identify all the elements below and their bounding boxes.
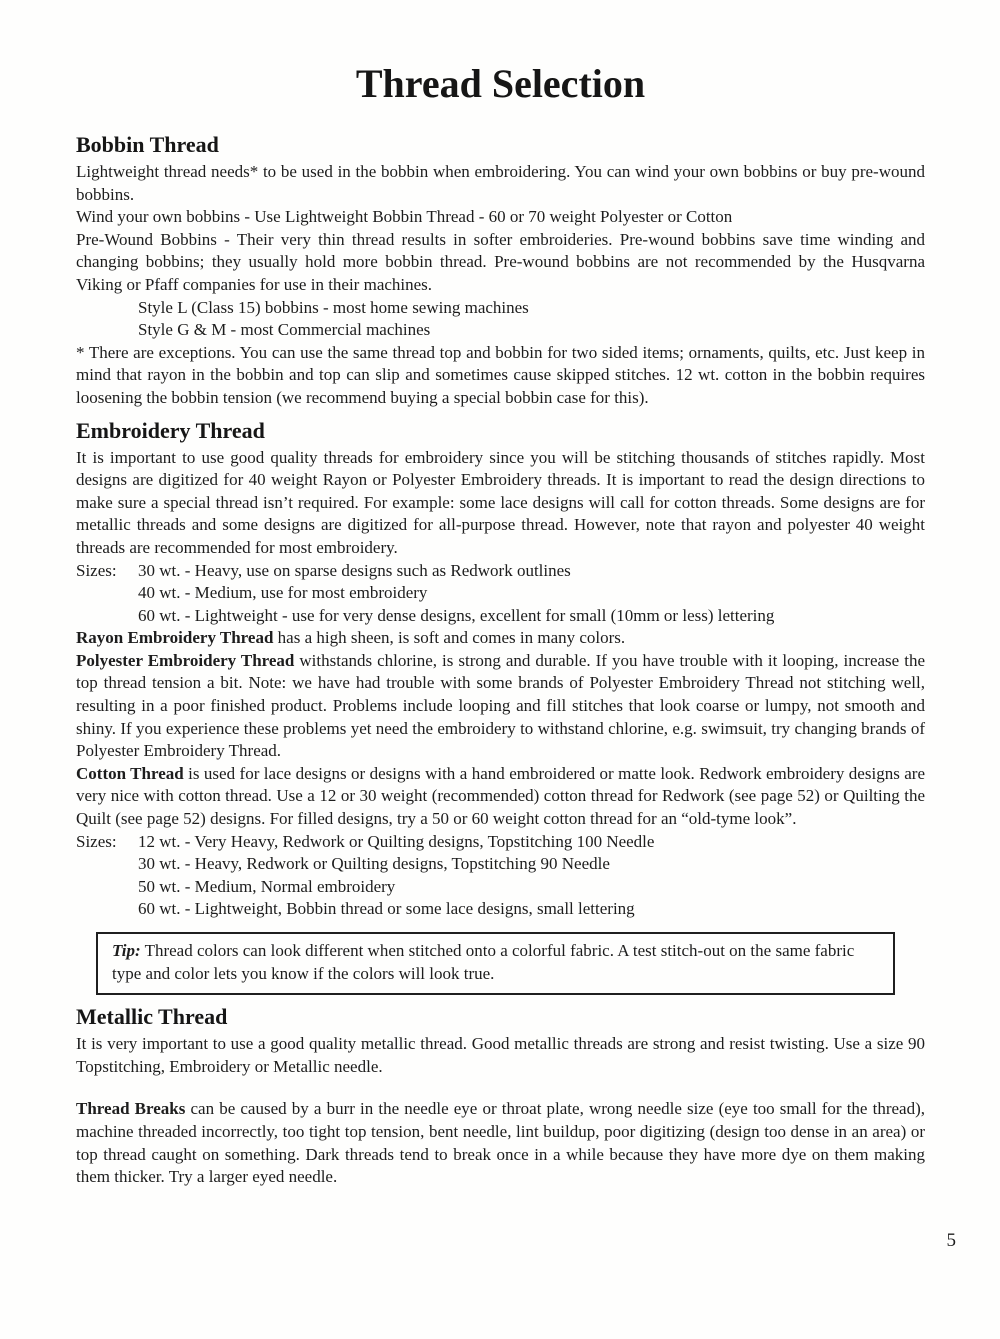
- tip-label: Tip:: [112, 941, 141, 960]
- sizes-items: [138, 831, 925, 921]
- thread-breaks-lead: Thread Breaks: [76, 1099, 186, 1119]
- bobbin-paragraph-lightweight: Lightweight thread needs* to be used in the bobbin when embroidering. You can wind your own bobbins or buy pre-wound bobbins.: [76, 162, 925, 204]
- section-heading-embroidery-thread: Embroidery Thread: [76, 417, 265, 443]
- bobbin-paragraph-prewound: Pre-Wound Bobbins - Their very thin thread results in softer embroideries. Pre-wound bobbins save time winding and changing bobbins; they usually hold more bobbin thread. Pre-wound bobbins are not recommended by the Husqvarna Viking or Pfaff companies for use in their machines.: [76, 229, 925, 294]
- bobbin-paragraph-wind-own: Wind your own bobbins - Use Lightweight Bobbin Thread - 60 or 70 weight Polyester or Cotton: [76, 207, 733, 227]
- embroidery-intro-paragraph: It is important to use good quality threads for embroidery since you will be stitching thousands of stitches rapidly. Most designs are digitized for 40 weight Rayon or Polyester Embroidery threads. It is important to read the design directions to make sure a special thread isn’t required. For example: some lace designs will call for cotton threads. Some designs are for metallic threads and some designs are digitized for all-purpose thread. However, note that rayon and polyester 40 weight threads are recommended for most embroidery.: [76, 447, 925, 557]
- tip-paragraph: [112, 940, 879, 985]
- cotton-thread-text: is used for lace designs or designs with a hand embroidered or matte look. Redwork embroidery designs are very nice with cotton thread. Use a 12 or 30 weight (recommended) cotton thread for Redwork (see page 52) or Quilting the Quilt (see page 52) designs. For filled designs, try a 50 or 60 weight cotton thread for an “old-tyme look”.: [76, 763, 925, 829]
- bobbin-style-l-line: Style L (Class 15) bobbins - most home sewing machines: [138, 297, 529, 317]
- size-item-60wt: 60 wt. - Lightweight, Bobbin thread or some lace designs, small lettering: [138, 899, 635, 919]
- rayon-thread-text: has a high sheen, is soft and comes in many colors.: [273, 628, 626, 648]
- metallic-paragraph: It is very important to use a good quality metallic thread. Good metallic threads are strong and resist twisting. Use a size 90 Topstitching, Embroidery or Metallic needle.: [76, 1034, 925, 1076]
- size-item-30wt: 30 wt. - Heavy, use on sparse designs such as Redwork outlines: [138, 560, 571, 580]
- bobbin-footnote-exceptions: * There are exceptions. You can use the same thread top and bobbin for two sided items; ornaments, quilts, etc. Just keep in mind that rayon in the bobbin and top can slip and sometimes cause skipped stitches. 12 wt. cotton in the bobbin requires loosening the bobbin tension (we recommend buying a special bobbin case for this).: [76, 342, 925, 407]
- section-heading-metallic-thread: Metallic Thread: [76, 1004, 228, 1030]
- thread-breaks-paragraph: [76, 1098, 925, 1188]
- rayon-thread-lead: Rayon Embroidery Thread: [76, 628, 274, 648]
- polyester-thread-text: withstands chlorine, is strong and durable. If you have trouble with it looping, increase the top thread tension a bit. Note: we have had trouble with some brands of Polyester Embroidery Thread not stitching well, resulting in a poor finished product. Problems include looping and fill stitches that look coarse or lumpy, not smooth and shiny. If you experience these problems yet need the embroidery to withstand chlorine, e.g. swimsuit, try changing brands of Polyester Embroidery Thread.: [76, 650, 925, 761]
- thread-breaks-text: can be caused by a burr in the needle eye or throat plate, wrong needle size (eye too small for the thread), machine threaded incorrectly, too tight top tension, bent needle, lint buildup, poor digitizing (design too dense in an area) or top thread caught on something. Dark threads tend to break once in a while because they have more dye on them making them thicker. Try a larger eyed needle.: [76, 1099, 925, 1187]
- page-title: Thread Selection: [355, 61, 646, 106]
- tip-box: [96, 932, 895, 995]
- size-item-30wt: 30 wt. - Heavy, Redwork or Quilting designs, Topstitching 90 Needle: [138, 854, 610, 874]
- size-item-50wt: 50 wt. - Medium, Normal embroidery: [138, 876, 396, 896]
- size-item-12wt: 12 wt. - Very Heavy, Redwork or Quilting designs, Topstitching 100 Needle: [138, 831, 655, 851]
- page-number: 5: [946, 1230, 956, 1251]
- section-heading-bobbin-thread: Bobbin Thread: [76, 132, 219, 157]
- sizes-items: [138, 560, 925, 628]
- bobbin-style-gm-line: Style G & M - most Commercial machines: [138, 320, 431, 340]
- polyester-thread-paragraph: [76, 650, 925, 763]
- sizes-label: Sizes:: [76, 831, 117, 851]
- sizes-label: Sizes:: [76, 560, 117, 580]
- cotton-thread-lead: Cotton Thread: [76, 763, 184, 783]
- size-item-60wt: 60 wt. - Lightweight - use for very dense designs, excellent for small (10mm or less) lettering: [138, 605, 775, 625]
- rayon-thread-paragraph: [76, 627, 925, 650]
- polyester-thread-lead: Polyester Embroidery Thread: [76, 650, 295, 670]
- cotton-sizes-list: [76, 831, 925, 921]
- size-item-40wt: 40 wt. - Medium, use for most embroidery: [138, 583, 428, 603]
- cotton-thread-paragraph: [76, 763, 925, 831]
- tip-text: Thread colors can look different when stitched onto a colorful fabric. A test stitch-out on the same fabric type and color lets you know if the colors will look true.: [112, 941, 855, 983]
- embroidery-sizes-list: [76, 560, 925, 628]
